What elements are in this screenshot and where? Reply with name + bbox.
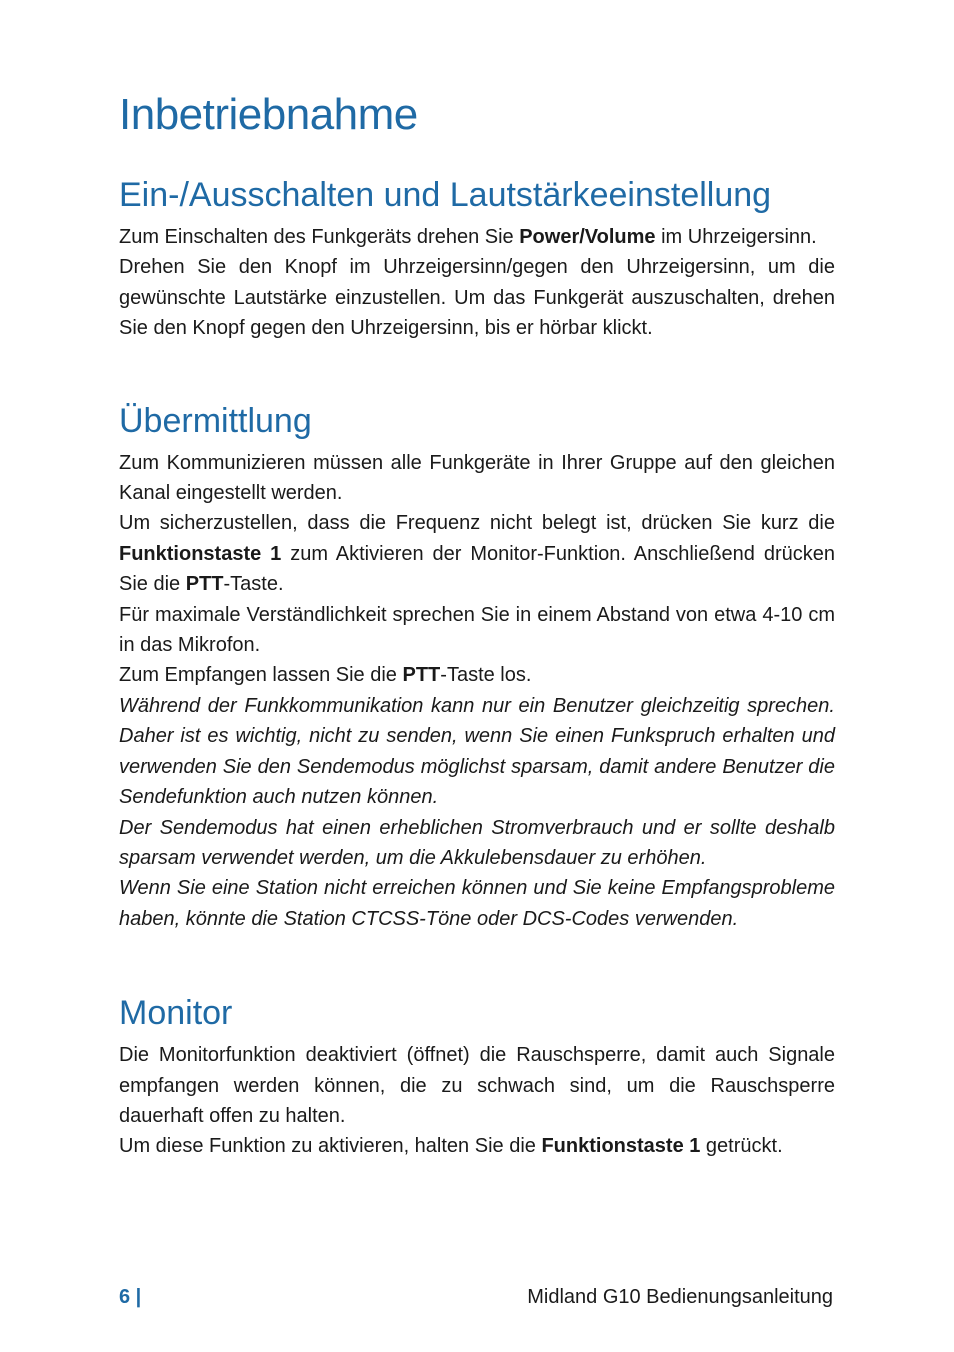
section-heading: Ein-/Ausschalten und Lautstärkeeinstellung: [119, 176, 772, 214]
section-body: [119, 1040, 835, 1162]
paragraph: Drehen Sie den Knopf im Uhrzeigersinn/gegen den Uhrzeigersinn, um die gewünschte Lautstärke einzustellen. Um das Funkgerät auszuschalten, drehen Sie den Knopf gegen den Uhrzeigersinn, bis er hörbar klickt.: [119, 256, 835, 340]
paragraph: [119, 660, 835, 690]
bold-term: Power/Volume: [519, 226, 656, 248]
document-title: Midland G10 Bedienungsanleitung: [527, 1286, 833, 1308]
page-content: [119, 88, 835, 1162]
page-number: 6 |: [119, 1286, 142, 1308]
text: getrückt.: [700, 1135, 783, 1158]
paragraph: [119, 1131, 835, 1161]
paragraph: [119, 222, 835, 252]
section-transmission: [119, 400, 835, 935]
bold-term: PTT: [402, 664, 441, 687]
text: zum Aktivieren der Monitor-Funktion. Anschließend drücken Sie die: [119, 542, 835, 596]
section-body: [119, 222, 835, 344]
section-body: [119, 448, 835, 935]
bold-term: PTT: [185, 573, 224, 596]
section-power-volume: [119, 174, 835, 344]
text: im Uhrzeigersinn.: [655, 226, 817, 248]
italic-note: Der Sendemodus hat einen erheblichen Stromverbrauch und er sollte deshalb sparsam verwendet werden, um die Akkulebensdauer zu erhöhen.: [119, 816, 835, 869]
bold-term: Funktionstaste 1: [119, 542, 282, 565]
text: -Taste.: [223, 573, 284, 596]
paragraph: Zum Kommunizieren müssen alle Funkgeräte in Ihrer Gruppe auf den gleichen Kanal eingestellt werden.: [119, 451, 835, 505]
paragraph: Die Monitorfunktion deaktiviert (öffnet) die Rauschsperre, damit auch Signale empfangen werden können, die zu schwach sind, um die Rauschsperre dauerhaft offen zu halten.: [119, 1044, 835, 1127]
section-heading: Übermittlung: [119, 401, 312, 440]
italic-note: Während der Funkkommunikation kann nur ein Benutzer gleichzeitig sprechen. Daher ist es wichtig, nicht zu senden, wenn Sie einen Funkspruch erhalten und verwenden Sie den Sendemodus möglichst sparsam, damit andere Benutzer die Sendefunktion auch nutzen können.: [119, 694, 835, 809]
section-monitor: [119, 992, 835, 1162]
text: Zum Einschalten des Funkgeräts drehen Sie: [119, 226, 520, 248]
bold-term: Funktionstaste 1: [541, 1135, 701, 1158]
text: -Taste los.: [440, 664, 532, 687]
page-title: Inbetriebnahme: [119, 90, 418, 139]
text: Um sicherzustellen, dass die Frequenz nicht belegt ist, drücken Sie kurz die: [119, 512, 835, 535]
text: Um diese Funktion zu aktivieren, halten Sie die: [119, 1135, 542, 1158]
italic-note: Wenn Sie eine Station nicht erreichen können und Sie keine Empfangsprobleme haben, könnte die Station CTCSS-Töne oder DCS-Codes verwenden.: [119, 877, 835, 930]
paragraph: Für maximale Verständlichkeit sprechen Sie in einem Abstand von etwa 4-10 cm in das Mikrofon.: [119, 603, 835, 657]
paragraph: [119, 508, 835, 599]
text: Zum Empfangen lassen Sie die: [119, 664, 403, 687]
section-heading: Monitor: [119, 994, 233, 1033]
